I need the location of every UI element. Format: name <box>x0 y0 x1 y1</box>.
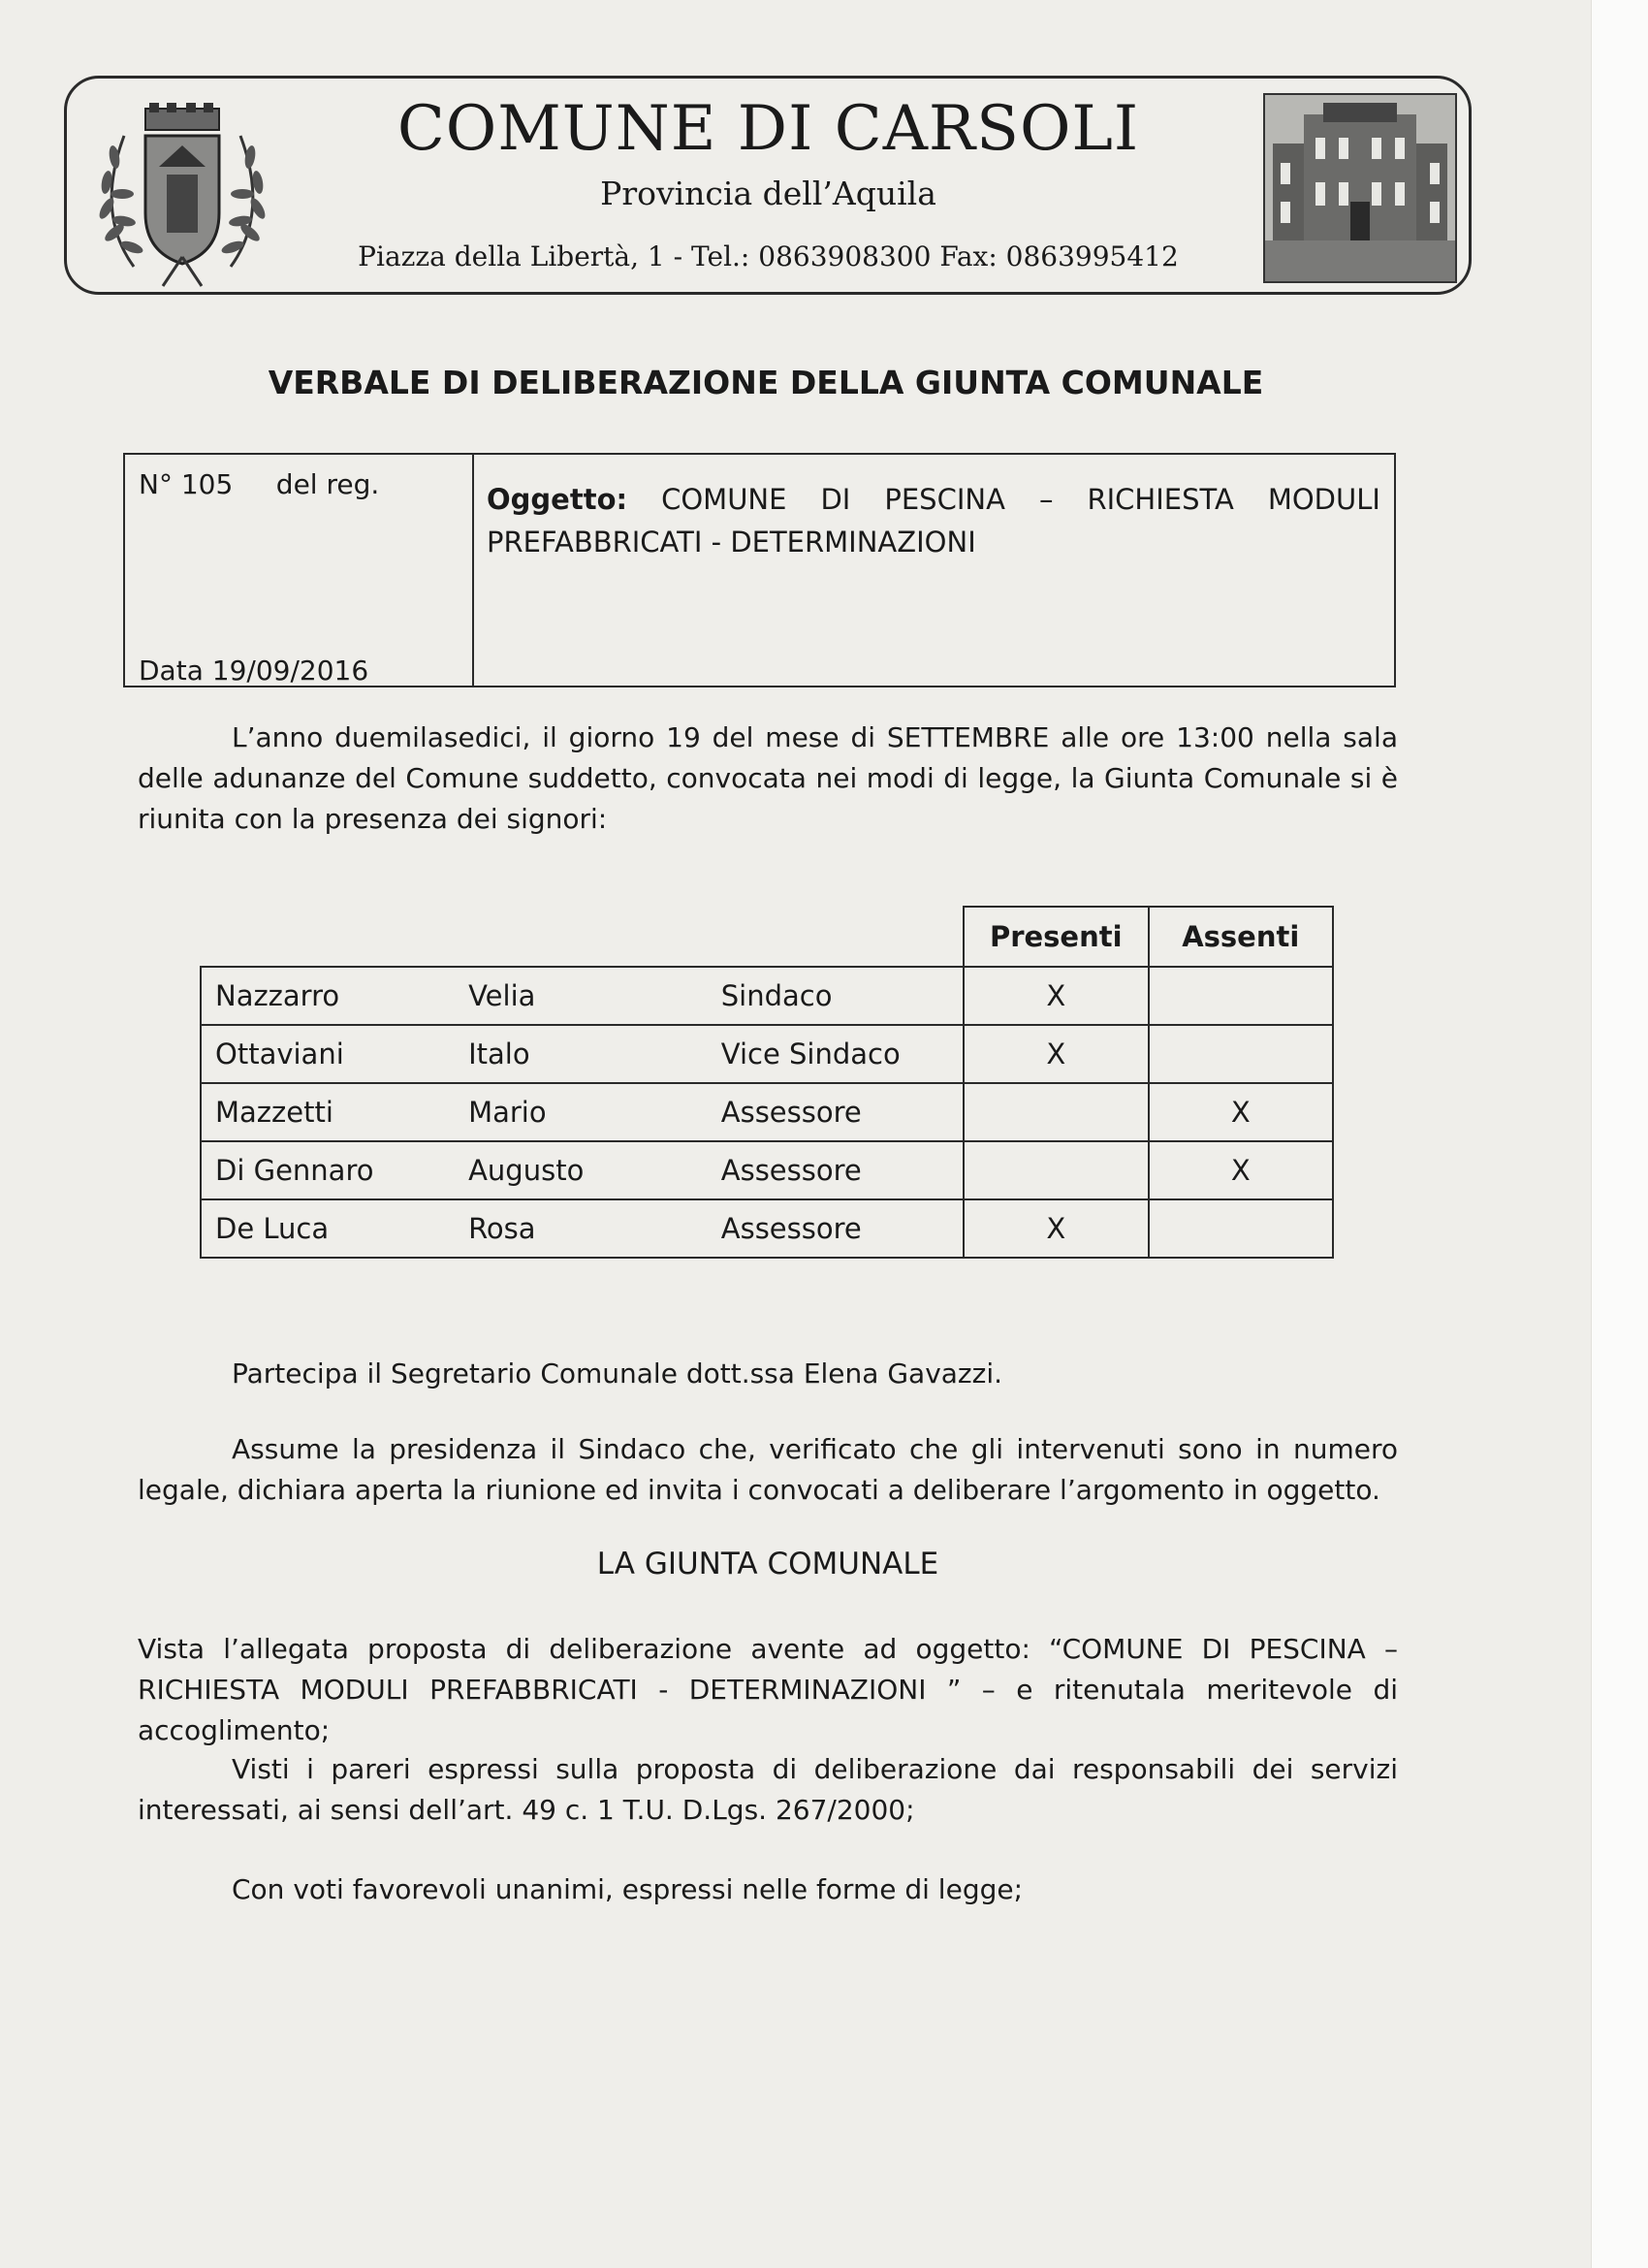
member-role: Assessore <box>721 1199 964 1258</box>
document-title: VERBALE DI DELIBERAZIONE DELLA GIUNTA COMUNALE <box>268 364 1264 401</box>
table-row <box>201 1083 1333 1141</box>
attendance-table <box>200 966 1334 1259</box>
coat-of-arms-icon <box>85 97 279 291</box>
member-name: Mario <box>468 1083 721 1141</box>
town-address: Piazza della Libertà, 1 - Tel.: 0863908300 Fax: 0863995412 <box>358 240 1179 272</box>
presidency-paragraph: Assume la presidenza il Sindaco che, verificato che gli intervenuti sono in numero legale, dichiara aperta la riunione ed invita i convocati a deliberare l’argomento in oggetto. <box>138 1433 1398 1506</box>
registry-box <box>123 453 1396 687</box>
subject-word: DI <box>820 483 851 516</box>
absent-mark: X <box>1149 1083 1333 1141</box>
subject-word: RICHIESTA <box>1087 483 1234 516</box>
subject-word: COMUNE <box>661 483 787 516</box>
subject-label: Oggetto: <box>487 483 628 516</box>
member-role: Assessore <box>721 1083 964 1141</box>
member-surname: Di Gennaro <box>201 1141 468 1199</box>
intro-paragraph: L’anno duemilasedici, il giorno 19 del mese di SETTEMBRE alle ore 13:00 nella sala delle adunanze del Comune suddetto, convocata nei modi di legge, la Giunta Comunale si è riunita con la presenza dei signori: <box>138 721 1398 835</box>
subject-word: – <box>1038 483 1054 516</box>
member-name: Italo <box>468 1025 721 1083</box>
member-role: Vice Sindaco <box>721 1025 964 1083</box>
present-mark: X <box>964 1199 1148 1258</box>
member-role: Assessore <box>721 1141 964 1199</box>
subject-word: PESCINA <box>884 483 1005 516</box>
member-surname: Nazzarro <box>201 967 468 1025</box>
attendance-header <box>963 906 1334 968</box>
header-presenti: Presenti <box>965 908 1150 966</box>
town-name: COMUNE DI CARSOLI <box>396 93 1140 165</box>
present-mark: X <box>964 1025 1148 1083</box>
member-name: Augusto <box>468 1141 721 1199</box>
member-surname: De Luca <box>201 1199 468 1258</box>
table-row <box>201 1025 1333 1083</box>
absent-mark <box>1149 1199 1333 1258</box>
absent-mark <box>1149 967 1333 1025</box>
registry-date: Data 19/09/2016 <box>139 655 369 687</box>
vista-paragraph: Vista l’allegata proposta di deliberazione avente ad oggetto: “COMUNE DI PESCINA – RICHIESTA MODULI PREFABBRICATI - DETERMINAZIONI ” – e ritenutala meritevole di accoglimento; <box>138 1633 1398 1746</box>
absent-mark <box>1149 1025 1333 1083</box>
page-edge <box>1591 0 1648 2268</box>
registry-subject <box>487 478 1380 563</box>
member-name: Velia <box>468 967 721 1025</box>
secretary-paragraph: Partecipa il Segretario Comunale dott.ssa Elena Gavazzi. <box>232 1358 1002 1390</box>
table-row <box>201 967 1333 1025</box>
present-mark <box>964 1083 1148 1141</box>
voti-paragraph: Con voti favorevoli unanimi, espressi nelle forme di legge; <box>232 1873 1024 1905</box>
present-mark <box>964 1141 1148 1199</box>
member-role: Sindaco <box>721 967 964 1025</box>
member-surname: Ottaviani <box>201 1025 468 1083</box>
present-mark: X <box>964 967 1148 1025</box>
section-title: LA GIUNTA COMUNALE <box>596 1547 939 1581</box>
subject-word: MODULI <box>1267 483 1380 516</box>
member-surname: Mazzetti <box>201 1083 468 1141</box>
absent-mark: X <box>1149 1141 1333 1199</box>
member-name: Rosa <box>468 1199 721 1258</box>
subject-line-2: PREFABBRICATI - DETERMINAZIONI <box>487 526 976 559</box>
visti-paragraph: Visti i pareri espressi sulla proposta di deliberazione dai responsabili dei servizi interessati, ai sensi dell’art. 49 c. 1 T.U. D.Lgs. 267/2000; <box>138 1753 1398 1826</box>
town-province: Provincia dell’Aquila <box>600 175 936 212</box>
town-hall-photo <box>1263 93 1457 283</box>
table-row <box>201 1141 1333 1199</box>
table-row <box>201 1199 1333 1258</box>
header-assenti: Assenti <box>1182 920 1300 953</box>
registry-number: N° 105 del reg. <box>139 468 380 500</box>
registry-divider <box>472 455 474 687</box>
